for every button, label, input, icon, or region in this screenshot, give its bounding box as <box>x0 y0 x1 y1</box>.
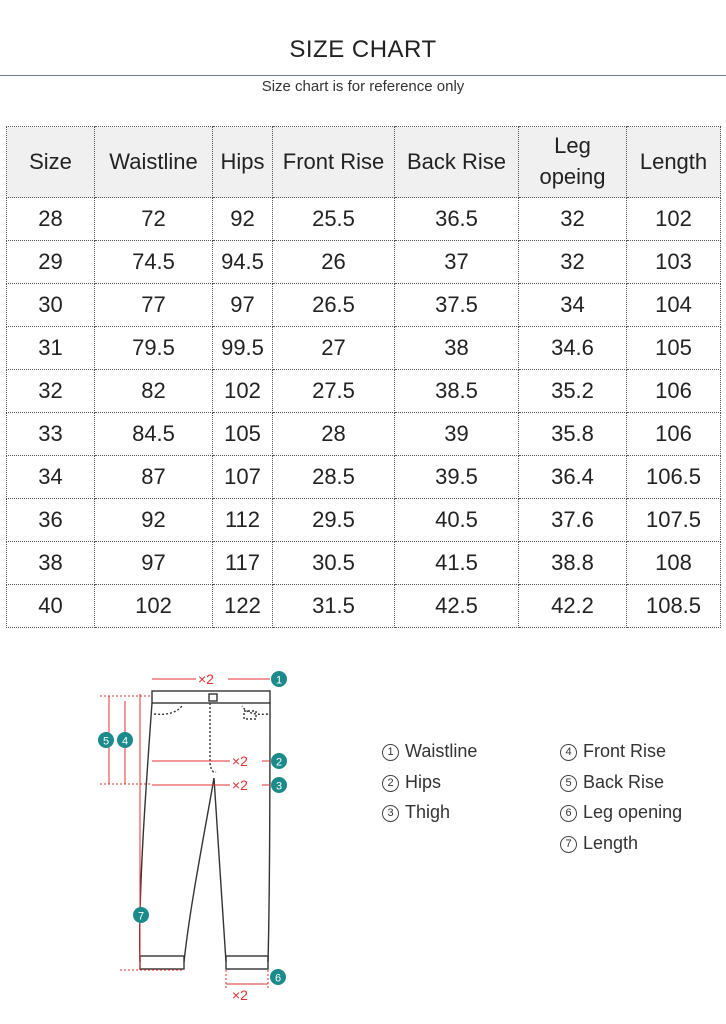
column-header-leg-opening: Leg opeing <box>519 127 627 198</box>
cuff-left <box>140 956 184 969</box>
table-cell: 26.5 <box>273 284 395 327</box>
table-row <box>7 542 721 585</box>
inner-leg-right <box>214 778 226 962</box>
table-cell: 37.6 <box>519 499 627 542</box>
table-cell: 26 <box>273 241 395 284</box>
table-cell: 38 <box>7 542 95 585</box>
legend-number: 5 <box>560 775 577 792</box>
table-cell: 106 <box>627 413 721 456</box>
table-cell: 40.5 <box>395 499 519 542</box>
table-cell: 41.5 <box>395 542 519 585</box>
table-cell: 108.5 <box>627 585 721 628</box>
table-cell: 106 <box>627 370 721 413</box>
size-table-header <box>7 127 721 198</box>
table-cell: 39.5 <box>395 456 519 499</box>
page-title: SIZE CHART <box>289 36 437 63</box>
legend-leg-opening <box>560 802 682 823</box>
table-cell: 34 <box>519 284 627 327</box>
cuff-right <box>226 956 268 969</box>
table-cell: 36.5 <box>395 198 519 241</box>
legend-number: 2 <box>382 775 399 792</box>
outer-leg-right <box>268 703 270 962</box>
hips-multiplier: ×2 <box>232 753 248 769</box>
legend-label: Thigh <box>405 802 451 822</box>
table-cell: 97 <box>213 284 273 327</box>
thigh-multiplier: ×2 <box>232 777 248 793</box>
table-cell: 72 <box>95 198 213 241</box>
table-cell: 38 <box>395 327 519 370</box>
table-cell: 30.5 <box>273 542 395 585</box>
table-cell: 107 <box>213 456 273 499</box>
table-cell: 25.5 <box>273 198 395 241</box>
table-cell: 105 <box>213 413 273 456</box>
pocket-left <box>154 706 182 714</box>
table-cell: 32 <box>519 198 627 241</box>
table-cell: 37 <box>395 241 519 284</box>
marker-7 <box>133 907 149 923</box>
svg-text:6: 6 <box>274 972 282 985</box>
table-cell: 28 <box>273 413 395 456</box>
table-cell: 79.5 <box>95 327 213 370</box>
outer-leg-left <box>137 703 152 962</box>
svg-text:2: 2 <box>275 756 283 769</box>
table-row <box>7 241 721 284</box>
table-row <box>7 585 721 628</box>
column-header-back-rise: Back Rise <box>395 127 519 198</box>
column-header-length: Length <box>627 127 721 198</box>
table-cell: 34 <box>7 456 95 499</box>
table-cell: 27.5 <box>273 370 395 413</box>
svg-text:7: 7 <box>137 910 145 923</box>
table-cell: 39 <box>395 413 519 456</box>
marker-3 <box>271 777 287 793</box>
legend-thigh <box>382 802 450 823</box>
table-cell: 42.2 <box>519 585 627 628</box>
table-row <box>7 327 721 370</box>
legend-number: 7 <box>560 836 577 853</box>
legend-label: Back Rise <box>583 772 665 792</box>
pocket-right <box>242 706 268 714</box>
table-cell: 35.2 <box>519 370 627 413</box>
legend-hips <box>382 772 441 793</box>
fly <box>210 703 216 772</box>
marker-2 <box>271 753 287 769</box>
table-cell: 94.5 <box>213 241 273 284</box>
table-row <box>7 499 721 542</box>
table-cell: 87 <box>95 456 213 499</box>
inner-leg-left <box>184 778 214 962</box>
table-cell: 82 <box>95 370 213 413</box>
table-cell: 92 <box>95 499 213 542</box>
measurement-lines <box>100 679 270 988</box>
table-cell: 102 <box>95 585 213 628</box>
table-cell: 27 <box>273 327 395 370</box>
table-cell: 74.5 <box>95 241 213 284</box>
svg-text:5: 5 <box>102 735 110 748</box>
marker-4 <box>117 732 133 748</box>
legend-label: Waistline <box>405 741 478 761</box>
table-cell: 31.5 <box>273 585 395 628</box>
title-divider <box>0 75 726 76</box>
table-cell: 28.5 <box>273 456 395 499</box>
table-cell: 117 <box>213 542 273 585</box>
legend-length <box>560 833 638 854</box>
svg-text:1: 1 <box>275 674 283 687</box>
table-cell: 38.5 <box>395 370 519 413</box>
marker-6 <box>270 969 286 985</box>
table-cell: 84.5 <box>95 413 213 456</box>
table-cell: 105 <box>627 327 721 370</box>
legend-number: 1 <box>382 744 399 761</box>
legend-number: 3 <box>382 805 399 822</box>
table-cell: 33 <box>7 413 95 456</box>
column-header-hips: Hips <box>213 127 273 198</box>
table-cell: 29.5 <box>273 499 395 542</box>
legend-front-rise <box>560 741 666 762</box>
table-cell: 32 <box>7 370 95 413</box>
column-header-waistline: Waistline <box>95 127 213 198</box>
size-table-body <box>7 198 721 628</box>
table-cell: 37.5 <box>395 284 519 327</box>
table-cell: 34.6 <box>519 327 627 370</box>
button <box>209 694 217 701</box>
pants-outline <box>137 691 270 969</box>
table-cell: 36.4 <box>519 456 627 499</box>
marker-1 <box>271 671 287 687</box>
table-cell: 104 <box>627 284 721 327</box>
table-row <box>7 456 721 499</box>
table-cell: 28 <box>7 198 95 241</box>
table-cell: 29 <box>7 241 95 284</box>
table-cell: 112 <box>213 499 273 542</box>
header-row <box>7 127 721 198</box>
legend-label: Front Rise <box>583 741 667 761</box>
table-cell: 106.5 <box>627 456 721 499</box>
leg-opening-multiplier: ×2 <box>232 987 248 1003</box>
table-cell: 108 <box>627 542 721 585</box>
table-cell: 35.8 <box>519 413 627 456</box>
svg-text:3: 3 <box>275 780 283 793</box>
table-row <box>7 370 721 413</box>
waistline-multiplier: ×2 <box>198 671 214 687</box>
table-cell: 38.8 <box>519 542 627 585</box>
marker-5 <box>98 732 114 748</box>
table-cell: 99.5 <box>213 327 273 370</box>
page-subtitle: Size chart is for reference only <box>261 78 465 95</box>
table-cell: 102 <box>213 370 273 413</box>
table-cell: 30 <box>7 284 95 327</box>
legend-number: 6 <box>560 805 577 822</box>
column-header-size: Size <box>7 127 95 198</box>
table-cell: 97 <box>95 542 213 585</box>
svg-text:4: 4 <box>121 735 129 748</box>
table-cell: 122 <box>213 585 273 628</box>
table-cell: 92 <box>213 198 273 241</box>
legend-label: Hips <box>405 772 442 792</box>
table-cell: 107.5 <box>627 499 721 542</box>
table-cell: 103 <box>627 241 721 284</box>
table-cell: 31 <box>7 327 95 370</box>
legend-number: 4 <box>560 744 577 761</box>
table-cell: 32 <box>519 241 627 284</box>
table-row <box>7 198 721 241</box>
pants-measurement-diagram <box>92 666 302 1006</box>
legend-label: Leg opening <box>583 802 683 822</box>
table-cell: 36 <box>7 499 95 542</box>
table-cell: 40 <box>7 585 95 628</box>
legend-label: Length <box>583 833 639 853</box>
table-cell: 77 <box>95 284 213 327</box>
column-header-front-rise: Front Rise <box>273 127 395 198</box>
table-row <box>7 413 721 456</box>
table-cell: 102 <box>627 198 721 241</box>
size-table <box>6 126 721 628</box>
table-cell: 42.5 <box>395 585 519 628</box>
table-row <box>7 284 721 327</box>
legend-back-rise <box>560 772 664 793</box>
legend-waistline <box>382 741 477 762</box>
coin-pocket <box>244 711 256 719</box>
